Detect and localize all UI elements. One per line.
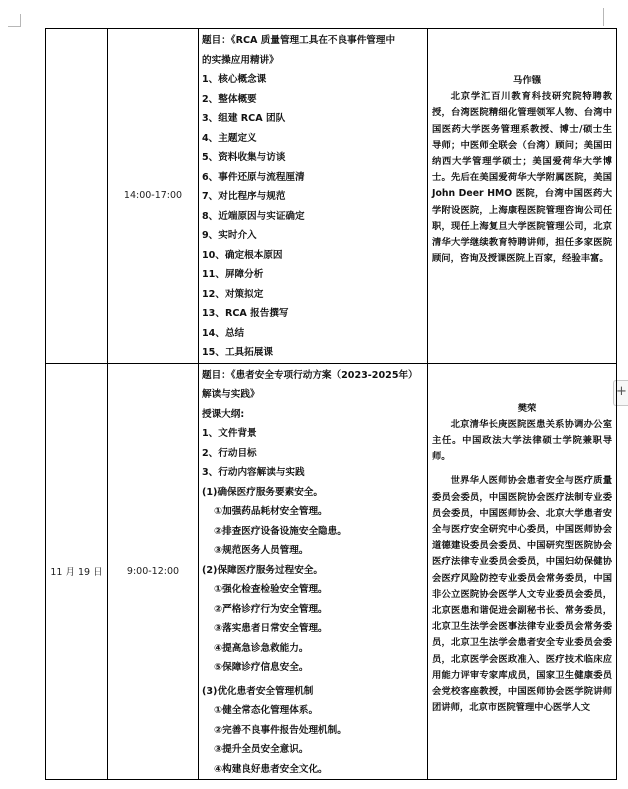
lecturer-bio: 北京清华长庚医院医患关系协调办公室主任。中国政法大学法律硕士学院兼职导师。 — [432, 418, 612, 463]
topic-line: 1、核心概念课 — [202, 74, 267, 85]
table-row — [46, 363, 617, 780]
add-row-plus-icon[interactable]: + — [613, 380, 628, 406]
topic-content — [199, 29, 427, 363]
topic-content — [199, 364, 427, 780]
outline-label: 授课大纲: — [202, 408, 245, 420]
section-title: (3)优化患者安全管理机制 — [202, 685, 314, 697]
lecturer-cell — [428, 29, 617, 364]
outline-item: 3、行动内容解读与实践 — [202, 467, 305, 478]
lecturer-name: 马作镪 — [513, 75, 541, 86]
lecturer-cell — [428, 363, 617, 780]
section-title: (2)保障医疗服务过程安全。 — [202, 564, 323, 576]
topic-line: 7、对比程序与规范 — [202, 191, 286, 202]
topic-line: 13、RCA 报告撰写 — [202, 308, 289, 319]
topic-cell — [199, 363, 428, 780]
topic-line: 10、确定根本原因 — [202, 249, 283, 261]
topic-line: 4、主题定义 — [202, 132, 257, 144]
page-corner-mark-top-right — [603, 8, 616, 26]
topic-line: 12、对策拟定 — [202, 288, 264, 300]
topic-line: 15、工具拓展课 — [202, 347, 273, 358]
section-item: ⑤保障诊疗信息安全。 — [214, 662, 309, 673]
section-item: ④提高急诊急救能力。 — [214, 642, 309, 654]
topic-line: 14、总结 — [202, 327, 245, 339]
lecturer-info — [428, 364, 616, 717]
date-cell: 11 月 19 日 — [46, 363, 108, 780]
section-item: ③落实患者日常安全管理。 — [214, 623, 328, 634]
topic-line: 题目：《RCA 质量管理工具在不良事件管理中 — [202, 35, 396, 46]
date-cell — [46, 29, 108, 364]
section-item: ②排查医疗设备设施安全隐患。 — [214, 525, 347, 537]
topic-line: 6、事件还原与流程厘清 — [202, 171, 305, 183]
section-item: ④构建良好患者安全文化。 — [214, 763, 328, 775]
topic-line: 2、整体概要 — [202, 93, 257, 105]
outline-item: 2、行动目标 — [202, 447, 257, 459]
topic-line: 11、屏障分析 — [202, 269, 264, 280]
section-item: ③规范医务人员管理。 — [214, 545, 309, 556]
lecturer-bio: 北京学汇百川教育科技研究院特聘教授，台湾医院精细化管理领军人物、台湾中国医药大学医务管理系教授、博士/硕士生导师；中医师全联会（台湾）顾问；美国田纳西大学管理学硕士；美国爱荷华大学博士。先后在美国爱荷华大学附属医院，美国 John Deer HMO 医院，台湾中国医药大学附设医院，上海康程医院管理咨询公司任职，现任上海复旦大学医院管理公司，北京清华大学继续教育特聘讲师，担任多家医院顾问，咨询及授课医院上百家，经验丰富。 — [432, 91, 612, 265]
topic-cell — [199, 29, 428, 364]
section-item: ②严格诊疗行为安全管理。 — [214, 603, 328, 615]
schedule-table — [45, 28, 617, 780]
section-item: ①健全常态化管理体系。 — [214, 705, 319, 716]
topic-line: 5、资料收集与访谈 — [202, 152, 286, 163]
page-corner-mark-top-left — [8, 14, 21, 27]
section-title: (1)确保医疗服务要素安全。 — [202, 486, 323, 498]
topic-line: 3、组建 RCA 团队 — [202, 113, 286, 124]
table-row — [46, 29, 617, 364]
lecturer-info — [428, 29, 616, 267]
topic-line: 的实操应用精讲》 — [202, 54, 279, 66]
topic-line: 8、近端原因与实证确定 — [202, 210, 305, 222]
outline-item: 1、文件背景 — [202, 428, 257, 439]
time-cell: 14:00-17:00 — [108, 29, 199, 364]
section-item: ②完善不良事件报告处理机制。 — [214, 724, 347, 736]
section-item: ①强化检查检验安全管理。 — [214, 584, 328, 595]
lecturer-name: 樊荣 — [517, 402, 537, 414]
time-cell: 9:00-12:00 — [108, 363, 199, 780]
topic-title: 题目：《患者安全专项行动方案（2023-2025年）解读与实践》 — [202, 369, 418, 400]
section-item: ①加强药品耗材安全管理。 — [214, 506, 328, 517]
section-item: ③提升全员安全意识。 — [214, 744, 309, 755]
topic-line: 9、实时介入 — [202, 230, 257, 241]
lecturer-bio: 世界华人医师协会患者安全与医疗质量委员会委员，中国医院协会医疗法制专业委员会委员，中国医师协会、北京大学患者安全与医疗安全研究中心委员，中国医师协会道德建设委员会委员、中国研究型医院协会医疗法律专业委员会委员，中国妇幼保健协会医疗风险防控专业委员会常务委员，中国非公立医院协会医学人文专业委员会委员，北京医患和谐促进会副秘书长、常务委员，北京卫生法学会医事法律专业委员会常务委员，北京卫生法学会患者安全专业委员会委员，北京医学会医政准入、医疗技术临床应用能力评审专家库成员，国家卫生健康委员会党校客座教授，中国医师协会医学院讲师团讲师，北京市医院管理中心医学人文 — [432, 475, 612, 714]
